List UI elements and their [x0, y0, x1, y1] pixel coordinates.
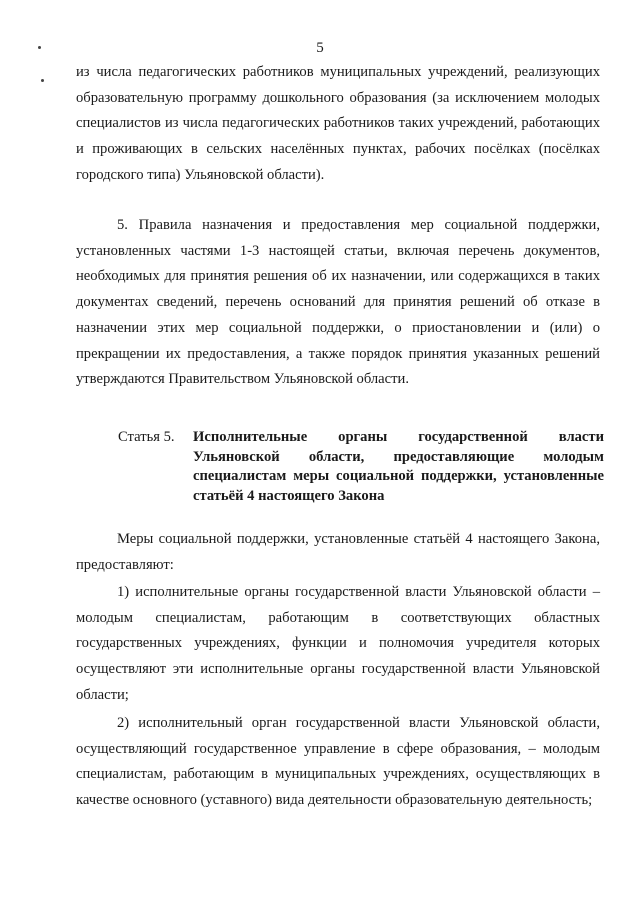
article-label: Статья 5. [118, 429, 175, 445]
page-number: 5 [316, 40, 324, 56]
paragraph-intro: Меры социальной поддержки, установленные статьёй 4 настоящего Закона, предоставляют: [76, 531, 600, 573]
article-title: Исполнительные органы государственной власти Ульяновской области, предоставляющие молодым специалистам меры социальной поддержки, установленные статьёй 4 настоящего Закона [193, 429, 604, 504]
article-heading [118, 428, 604, 506]
paragraph-item-2: 2) исполнительный орган государственной власти Ульяновской области, осуществляющий государственное управление в сфере образования, – молодым специалистам, работающим в муниципальных учреждениях, осуществляющих в качестве основного (уставного) вида деятельности образовательную деятельность; [76, 715, 600, 809]
paragraph-item-5: 5. Правила назначения и предоставления мер социальной поддержки, установленных частями 1-3 настоящей статьи, включая перечень документов, необходимых для принятия решения об их назначении, или содержащихся в таких документах сведений, перечень оснований для принятия решений об отказе в назначении этих мер социальной поддержки, о приостановлении и (или) о прекращении их предоставления, а также порядок принятия указанных решений утверждаются Правительством Ульяновской области. [76, 217, 600, 388]
paragraph-item-1: 1) исполнительные органы государственной власти Ульяновской области – молодым специалистам, работающим в соответствующих областных государственных учреждениях, функции и полномочия учредителя которых осуществляют эти исполнительные органы государственной власти Ульяновской области; [76, 584, 600, 703]
scan-speck [41, 79, 44, 82]
paragraph-continuation: из числа педагогических работников муниципальных учреждений, реализующих образовательную программу дошкольного образования (за исключением молодых специалистов из числа педагогических работников таких учреждений, работающих и проживающих в сельских населённых пунктах, рабочих посёлках (посёлках городского типа) Ульяновской области). [76, 64, 600, 183]
